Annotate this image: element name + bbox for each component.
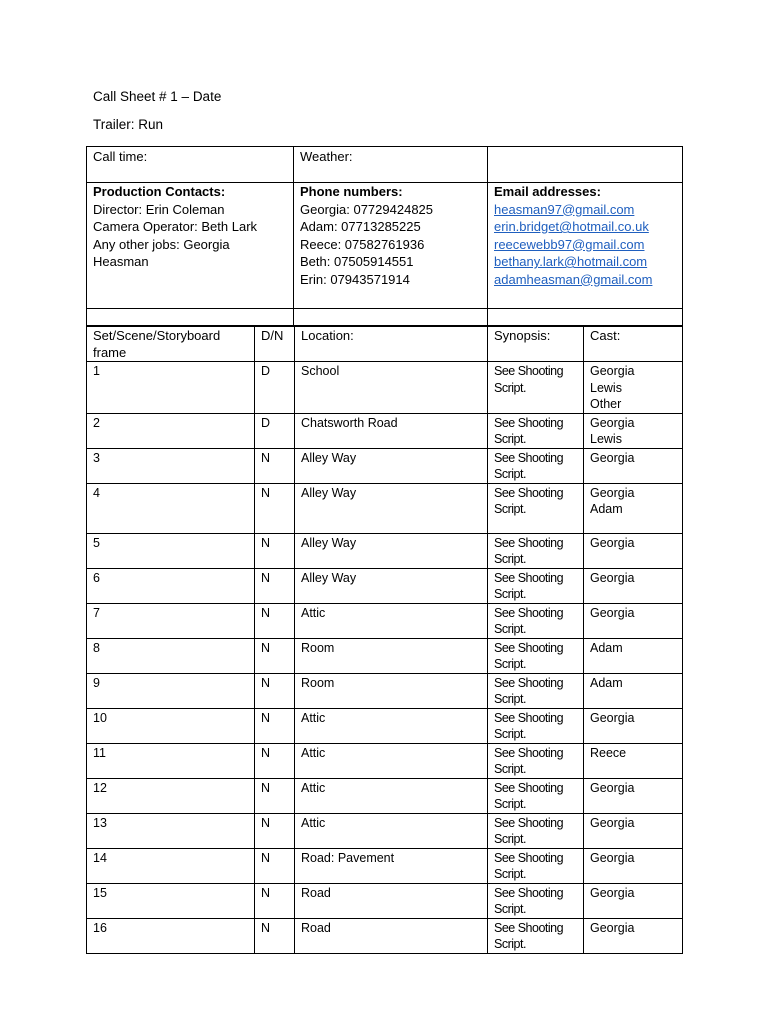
cast-cell [584,448,683,483]
scene-cell: 4 [87,483,255,533]
scene-cell: 8 [87,638,255,673]
cast-name: Adam [590,502,623,516]
dn-cell: N [255,533,295,568]
synopsis-cell: See Shooting Script. [488,708,584,743]
call-time-label: Call time: [93,149,148,164]
contact-line: Director: Erin Coleman [93,201,225,217]
location-cell: Alley Way [295,448,488,483]
cast-name: Georgia [590,535,635,550]
dn-cell: N [255,638,295,673]
dn-cell: D [255,362,295,414]
scene-cell: 5 [87,533,255,568]
call-time-cell [87,147,294,183]
location-cell: Attic [295,778,488,813]
location-cell: Road [295,918,488,953]
location-header: Location: [295,326,488,362]
synopsis-cell: See Shooting Script. [488,743,584,778]
trailer-subtitle: Trailer: Run [93,117,164,132]
cast-name: Georgia [590,570,635,585]
scene-cell: 2 [87,413,255,448]
scene-cell: 10 [87,708,255,743]
cast-name: Georgia [590,710,635,725]
location-cell: Attic [295,813,488,848]
synopsis-cell: See Shooting Script. [488,568,584,603]
cast-cell [584,413,683,448]
scene-cell: 13 [87,813,255,848]
synopsis-cell: See Shooting Script. [488,533,584,568]
empty-cell [488,309,683,327]
info-table [86,146,683,327]
cast-name: Lewis [590,380,622,395]
dn-cell: N [255,918,295,953]
cast-cell [584,362,683,414]
contacts-label: Production Contacts: [93,184,226,199]
synopsis-cell: See Shooting Script. [488,638,584,673]
phone-line: Erin: 07943571914 [300,271,410,287]
dn-cell: D [255,413,295,448]
synopsis-cell: See Shooting Script. [488,603,584,638]
scene-cell: 9 [87,673,255,708]
weather-cell [294,147,488,183]
schedule-row [87,533,683,568]
dn-cell: N [255,743,295,778]
empty-cell [87,309,294,327]
location-cell: Road: Pavement [295,848,488,883]
schedule-table [86,325,683,954]
scene-cell: 16 [87,918,255,953]
dn-cell: N [255,603,295,638]
schedule-row [87,848,683,883]
schedule-row [87,813,683,848]
cast-cell [584,483,683,533]
location-cell: Attic [295,743,488,778]
dn-cell: N [255,568,295,603]
cast-name: Adam [590,640,623,655]
scene-cell: 14 [87,848,255,883]
schedule-row [87,483,683,533]
cast-cell [584,533,683,568]
dn-cell: N [255,448,295,483]
scene-cell: 3 [87,448,255,483]
scene-cell: 11 [87,743,255,778]
email-link[interactable]: erin.bridget@hotmail.co.uk [494,219,649,234]
cast-name: Georgia [590,415,635,430]
cast-header: Cast: [584,326,683,362]
empty-cell [294,309,488,327]
dn-cell: N [255,848,295,883]
cast-name: Adam [590,675,623,690]
synopsis-cell: See Shooting Script. [488,448,584,483]
contact-line: Any other jobs: Georgia [93,236,230,252]
cast-name: Georgia [590,850,635,865]
schedule-header-row [87,326,683,362]
scene-cell: 1 [87,362,255,414]
schedule-row [87,448,683,483]
cast-cell [584,673,683,708]
call-time-row [87,147,683,183]
cast-cell [584,883,683,918]
cast-cell [584,638,683,673]
schedule-row [87,362,683,414]
dn-cell: N [255,813,295,848]
schedule-row [87,883,683,918]
contact-line: Camera Operator: Beth Lark [93,219,258,234]
cast-cell [584,778,683,813]
synopsis-cell: See Shooting Script. [488,813,584,848]
dn-cell: N [255,673,295,708]
synopsis-cell: See Shooting Script. [488,413,584,448]
contacts-row [87,183,683,309]
contact-line: Heasman [93,254,149,269]
emails-label: Email addresses: [494,184,601,199]
schedule-row [87,413,683,448]
emails-cell [488,183,683,309]
dn-cell: N [255,778,295,813]
cast-name: Georgia [590,885,635,900]
spacer-row [87,309,683,327]
cast-name: Lewis [590,432,622,446]
cast-cell [584,568,683,603]
schedule-row [87,673,683,708]
schedule-row [87,778,683,813]
cast-cell [584,743,683,778]
dn-cell: N [255,883,295,918]
email-link[interactable]: heasman97@gmail.com [494,201,635,217]
cast-name: Georgia [590,605,635,620]
schedule-row [87,708,683,743]
cast-name: Georgia [590,815,635,830]
location-cell: Alley Way [295,483,488,533]
location-cell: Room [295,638,488,673]
synopsis-cell: See Shooting Script. [488,483,584,533]
synopsis-cell: See Shooting Script. [488,848,584,883]
empty-cell [488,147,683,183]
cast-name: Reece [590,745,627,760]
location-cell: Road [295,883,488,918]
location-cell: Alley Way [295,568,488,603]
email-link[interactable]: bethany.lark@hotmail.com [494,254,648,269]
cast-cell [584,603,683,638]
scene-cell: 6 [87,568,255,603]
location-cell: Attic [295,708,488,743]
synopsis-cell: See Shooting Script. [488,918,584,953]
synopsis-cell: See Shooting Script. [488,673,584,708]
contacts-cell [87,183,294,309]
cast-cell [584,708,683,743]
schedule-row [87,603,683,638]
schedule-row [87,568,683,603]
email-link[interactable]: reecewebb97@gmail.com [494,236,645,252]
location-cell: School [295,362,488,414]
synopsis-header: Synopsis: [488,326,584,362]
dn-cell: N [255,483,295,533]
scene-cell: 12 [87,778,255,813]
scene-cell: 15 [87,883,255,918]
cast-name: Georgia [590,364,635,378]
cast-cell [584,813,683,848]
email-link[interactable]: adamheasman@gmail.com [494,271,653,287]
phones-label: Phone numbers: [300,184,403,199]
weather-label: Weather: [300,149,353,164]
location-cell: Chatsworth Road [295,413,488,448]
cast-cell [584,918,683,953]
phone-line: Reece: 07582761936 [300,236,425,252]
synopsis-cell: See Shooting Script. [488,778,584,813]
phone-line: Adam: 07713285225 [300,219,421,234]
location-cell: Attic [295,603,488,638]
dn-header: D/N [255,326,295,362]
cast-name: Georgia [590,485,635,500]
cast-name: Other [590,397,622,411]
call-sheet-title: Call Sheet # 1 – Date [93,89,222,104]
cast-name: Georgia [590,450,635,465]
scene-cell: 7 [87,603,255,638]
location-cell: Room [295,673,488,708]
schedule-row [87,918,683,953]
synopsis-cell: See Shooting Script. [488,883,584,918]
phones-cell [294,183,488,309]
phone-line: Georgia: 07729424825 [300,201,434,217]
schedule-body [87,362,683,954]
synopsis-cell: See Shooting Script. [488,362,584,414]
scene-header: Set/Scene/Storyboard frame [87,326,255,362]
phone-line: Beth: 07505914551 [300,254,414,269]
schedule-row [87,743,683,778]
cast-name: Georgia [590,780,635,795]
dn-cell: N [255,708,295,743]
schedule-row [87,638,683,673]
cast-cell [584,848,683,883]
location-cell: Alley Way [295,533,488,568]
cast-name: Georgia [590,920,635,935]
